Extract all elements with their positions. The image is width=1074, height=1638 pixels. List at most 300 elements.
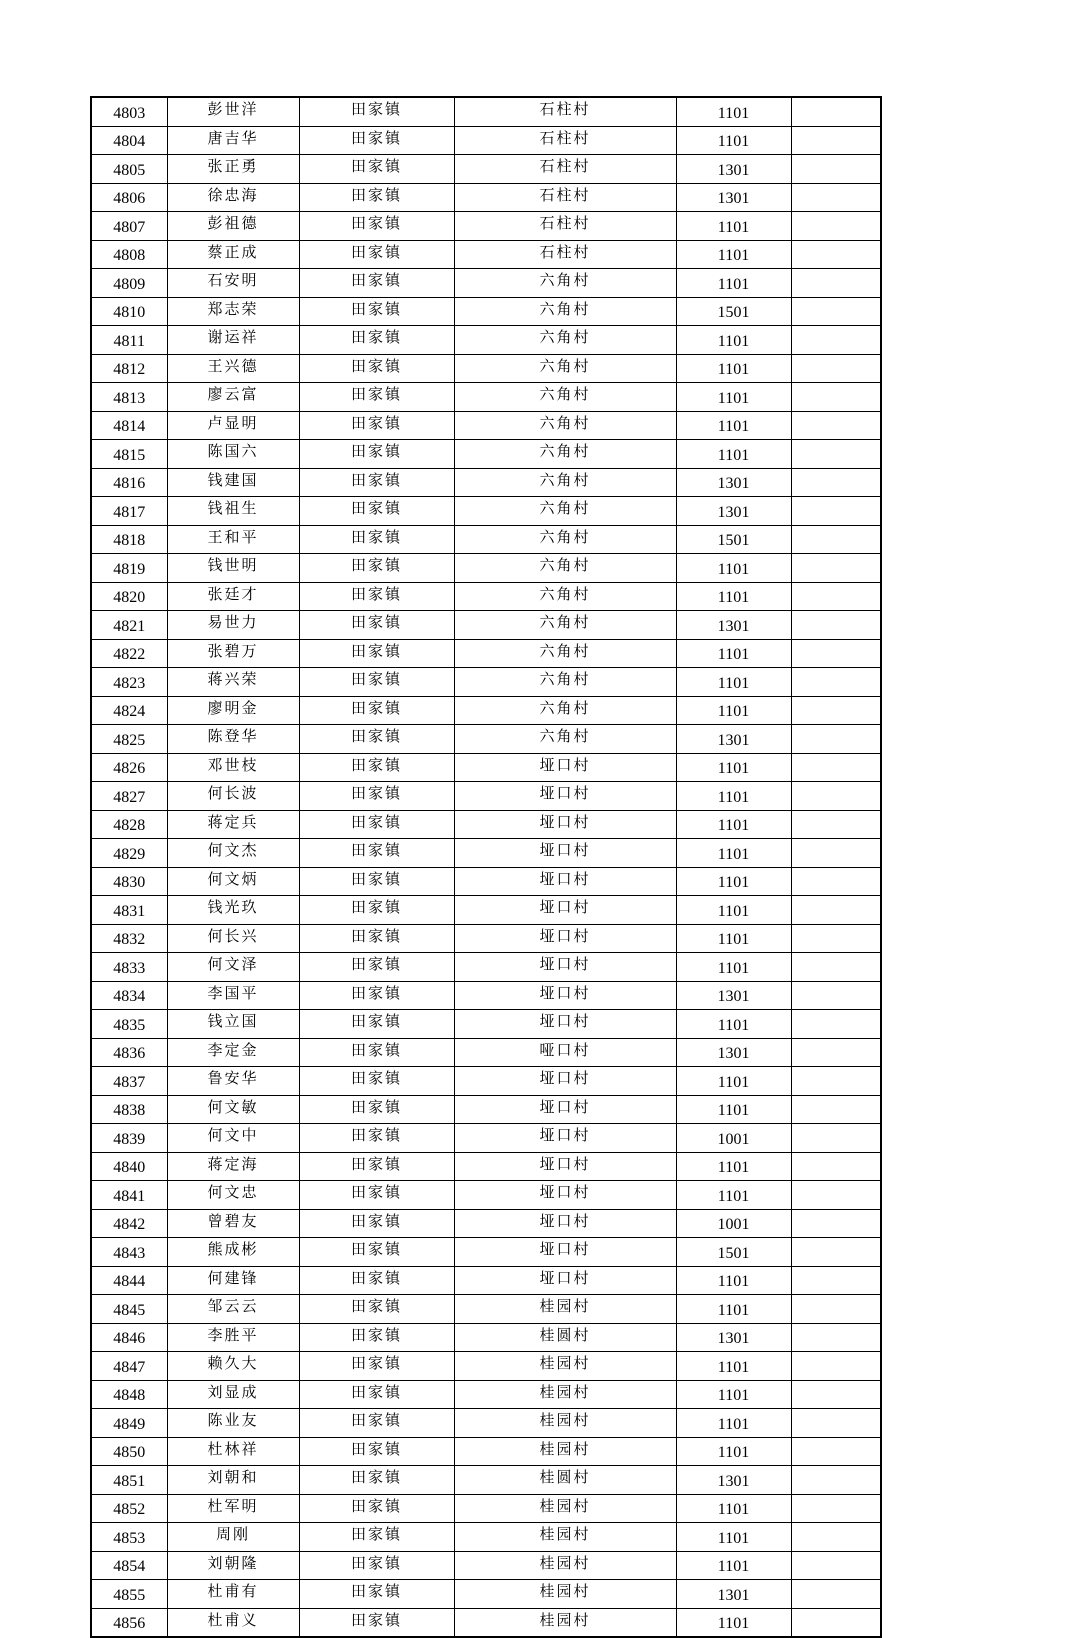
code-cell: 1101 [676, 953, 791, 982]
name-cell: 鲁安华 [167, 1067, 299, 1096]
code-cell: 1101 [676, 1095, 791, 1124]
table-row [91, 1380, 881, 1409]
code-cell: 1501 [676, 525, 791, 554]
village-cell: 桂园村 [454, 1494, 676, 1523]
note-cell [791, 468, 881, 497]
town-cell: 田家镇 [299, 725, 454, 754]
table-row [91, 240, 881, 269]
name-cell: 易世力 [167, 611, 299, 640]
code-cell: 1101 [676, 696, 791, 725]
table-row [91, 1323, 881, 1352]
town-cell: 田家镇 [299, 639, 454, 668]
note-cell [791, 354, 881, 383]
village-cell: 石柱村 [454, 126, 676, 155]
table-row [91, 1295, 881, 1324]
row-number-cell: 4849 [91, 1409, 167, 1438]
code-cell: 1101 [676, 554, 791, 583]
name-cell: 郑志荣 [167, 297, 299, 326]
code-cell: 1301 [676, 497, 791, 526]
name-cell: 钱世明 [167, 554, 299, 583]
town-cell: 田家镇 [299, 1152, 454, 1181]
name-cell: 钱建国 [167, 468, 299, 497]
town-cell: 田家镇 [299, 696, 454, 725]
village-cell: 六角村 [454, 525, 676, 554]
code-cell: 1501 [676, 1238, 791, 1267]
town-cell: 田家镇 [299, 1466, 454, 1495]
village-cell: 垭口村 [454, 896, 676, 925]
table-row [91, 782, 881, 811]
village-cell: 垭口村 [454, 1181, 676, 1210]
village-cell: 桂园村 [454, 1437, 676, 1466]
table-row [91, 269, 881, 298]
table-row [91, 1266, 881, 1295]
name-cell: 廖明金 [167, 696, 299, 725]
row-number-cell: 4831 [91, 896, 167, 925]
row-number-cell: 4828 [91, 810, 167, 839]
note-cell [791, 1523, 881, 1552]
code-cell: 1101 [676, 753, 791, 782]
code-cell: 1101 [676, 1551, 791, 1580]
name-cell: 何文炳 [167, 867, 299, 896]
town-cell: 田家镇 [299, 1323, 454, 1352]
code-cell: 1101 [676, 97, 791, 126]
note-cell [791, 1181, 881, 1210]
row-number-cell: 4825 [91, 725, 167, 754]
table-row [91, 896, 881, 925]
row-number-cell: 4853 [91, 1523, 167, 1552]
name-cell: 彭世洋 [167, 97, 299, 126]
village-cell: 垭口村 [454, 924, 676, 953]
note-cell [791, 1038, 881, 1067]
row-number-cell: 4842 [91, 1209, 167, 1238]
town-cell: 田家镇 [299, 212, 454, 241]
note-cell [791, 269, 881, 298]
note-cell [791, 1152, 881, 1181]
table-row [91, 839, 881, 868]
town-cell: 田家镇 [299, 1181, 454, 1210]
town-cell: 田家镇 [299, 582, 454, 611]
row-number-cell: 4806 [91, 183, 167, 212]
code-cell: 1101 [676, 839, 791, 868]
code-cell: 1101 [676, 440, 791, 469]
note-cell [791, 896, 881, 925]
table-row [91, 1608, 881, 1637]
row-number-cell: 4854 [91, 1551, 167, 1580]
row-number-cell: 4843 [91, 1238, 167, 1267]
village-cell: 六角村 [454, 668, 676, 697]
row-number-cell: 4804 [91, 126, 167, 155]
row-number-cell: 4834 [91, 981, 167, 1010]
row-number-cell: 4856 [91, 1608, 167, 1637]
table-row [91, 212, 881, 241]
note-cell [791, 155, 881, 184]
name-cell: 杜林祥 [167, 1437, 299, 1466]
name-cell: 曾碧友 [167, 1209, 299, 1238]
table-row [91, 1038, 881, 1067]
code-cell: 1101 [676, 1010, 791, 1039]
village-cell: 桂园村 [454, 1608, 676, 1637]
note-cell [791, 1209, 881, 1238]
note-cell [791, 753, 881, 782]
town-cell: 田家镇 [299, 1608, 454, 1637]
note-cell [791, 1352, 881, 1381]
name-cell: 王和平 [167, 525, 299, 554]
note-cell [791, 725, 881, 754]
code-cell: 1101 [676, 1608, 791, 1637]
note-cell [791, 1580, 881, 1609]
town-cell: 田家镇 [299, 240, 454, 269]
table-row [91, 1181, 881, 1210]
code-cell: 1301 [676, 611, 791, 640]
row-number-cell: 4803 [91, 97, 167, 126]
town-cell: 田家镇 [299, 554, 454, 583]
name-cell: 刘朝隆 [167, 1551, 299, 1580]
row-number-cell: 4837 [91, 1067, 167, 1096]
table-row [91, 1551, 881, 1580]
town-cell: 田家镇 [299, 1124, 454, 1153]
town-cell: 田家镇 [299, 354, 454, 383]
village-cell: 石柱村 [454, 97, 676, 126]
village-cell: 石柱村 [454, 212, 676, 241]
note-cell [791, 1295, 881, 1324]
code-cell: 1101 [676, 582, 791, 611]
village-cell: 六角村 [454, 440, 676, 469]
village-cell: 垭口村 [454, 867, 676, 896]
table-row [91, 1437, 881, 1466]
village-cell: 六角村 [454, 269, 676, 298]
note-cell [791, 326, 881, 355]
row-number-cell: 4814 [91, 411, 167, 440]
row-number-cell: 4846 [91, 1323, 167, 1352]
code-cell: 1101 [676, 1409, 791, 1438]
note-cell [791, 126, 881, 155]
code-cell: 1101 [676, 668, 791, 697]
town-cell: 田家镇 [299, 1095, 454, 1124]
note-cell [791, 582, 881, 611]
village-cell: 石柱村 [454, 183, 676, 212]
table-row [91, 411, 881, 440]
row-number-cell: 4823 [91, 668, 167, 697]
village-cell: 垭口村 [454, 753, 676, 782]
note-cell [791, 867, 881, 896]
table-row [91, 1580, 881, 1609]
village-cell: 桂园村 [454, 1551, 676, 1580]
name-cell: 廖云富 [167, 383, 299, 412]
row-number-cell: 4822 [91, 639, 167, 668]
row-number-cell: 4810 [91, 297, 167, 326]
table-row [91, 1352, 881, 1381]
code-cell: 1101 [676, 1437, 791, 1466]
town-cell: 田家镇 [299, 782, 454, 811]
table-row [91, 183, 881, 212]
table-row [91, 924, 881, 953]
town-cell: 田家镇 [299, 97, 454, 126]
note-cell [791, 1238, 881, 1267]
table-body [91, 97, 881, 1637]
code-cell: 1101 [676, 1266, 791, 1295]
row-number-cell: 4817 [91, 497, 167, 526]
name-cell: 杜军明 [167, 1494, 299, 1523]
town-cell: 田家镇 [299, 1067, 454, 1096]
town-cell: 田家镇 [299, 896, 454, 925]
table-row [91, 1238, 881, 1267]
row-number-cell: 4832 [91, 924, 167, 953]
data-table [90, 96, 882, 1638]
note-cell [791, 1551, 881, 1580]
village-cell: 垭口村 [454, 810, 676, 839]
table-row [91, 525, 881, 554]
note-cell [791, 696, 881, 725]
town-cell: 田家镇 [299, 1580, 454, 1609]
village-cell: 六角村 [454, 354, 676, 383]
name-cell: 张正勇 [167, 155, 299, 184]
note-cell [791, 525, 881, 554]
code-cell: 1001 [676, 1209, 791, 1238]
name-cell: 陈国六 [167, 440, 299, 469]
table-row [91, 582, 881, 611]
town-cell: 田家镇 [299, 383, 454, 412]
name-cell: 李国平 [167, 981, 299, 1010]
name-cell: 刘朝和 [167, 1466, 299, 1495]
row-number-cell: 4820 [91, 582, 167, 611]
note-cell [791, 611, 881, 640]
table-row [91, 1095, 881, 1124]
table-row [91, 753, 881, 782]
table-row [91, 126, 881, 155]
name-cell: 何文忠 [167, 1181, 299, 1210]
table-row [91, 810, 881, 839]
code-cell: 1101 [676, 1067, 791, 1096]
row-number-cell: 4829 [91, 839, 167, 868]
table-row [91, 1523, 881, 1552]
village-cell: 桂园村 [454, 1380, 676, 1409]
row-number-cell: 4833 [91, 953, 167, 982]
name-cell: 何文敏 [167, 1095, 299, 1124]
name-cell: 钱祖生 [167, 497, 299, 526]
town-cell: 田家镇 [299, 497, 454, 526]
code-cell: 1101 [676, 1380, 791, 1409]
name-cell: 何文中 [167, 1124, 299, 1153]
name-cell: 陈登华 [167, 725, 299, 754]
note-cell [791, 240, 881, 269]
town-cell: 田家镇 [299, 126, 454, 155]
town-cell: 田家镇 [299, 1494, 454, 1523]
village-cell: 垭口村 [454, 1010, 676, 1039]
note-cell [791, 1323, 881, 1352]
table-row [91, 1067, 881, 1096]
row-number-cell: 4805 [91, 155, 167, 184]
name-cell: 何建锋 [167, 1266, 299, 1295]
note-cell [791, 782, 881, 811]
village-cell: 垭口村 [454, 981, 676, 1010]
note-cell [791, 1608, 881, 1637]
name-cell: 邓世枝 [167, 753, 299, 782]
row-number-cell: 4819 [91, 554, 167, 583]
village-cell: 六角村 [454, 497, 676, 526]
code-cell: 1301 [676, 468, 791, 497]
name-cell: 王兴德 [167, 354, 299, 383]
table-row [91, 497, 881, 526]
table-row [91, 383, 881, 412]
town-cell: 田家镇 [299, 810, 454, 839]
name-cell: 蒋兴荣 [167, 668, 299, 697]
name-cell: 张廷才 [167, 582, 299, 611]
table-row [91, 611, 881, 640]
village-cell: 垭口村 [454, 1266, 676, 1295]
town-cell: 田家镇 [299, 468, 454, 497]
note-cell [791, 1437, 881, 1466]
row-number-cell: 4824 [91, 696, 167, 725]
town-cell: 田家镇 [299, 525, 454, 554]
name-cell: 陈业友 [167, 1409, 299, 1438]
note-cell [791, 297, 881, 326]
village-cell: 六角村 [454, 297, 676, 326]
row-number-cell: 4821 [91, 611, 167, 640]
row-number-cell: 4818 [91, 525, 167, 554]
row-number-cell: 4835 [91, 1010, 167, 1039]
town-cell: 田家镇 [299, 981, 454, 1010]
code-cell: 1101 [676, 782, 791, 811]
code-cell: 1301 [676, 155, 791, 184]
town-cell: 田家镇 [299, 183, 454, 212]
name-cell: 钱立国 [167, 1010, 299, 1039]
name-cell: 熊成彬 [167, 1238, 299, 1267]
town-cell: 田家镇 [299, 1038, 454, 1067]
name-cell: 何文杰 [167, 839, 299, 868]
name-cell: 徐忠海 [167, 183, 299, 212]
note-cell [791, 554, 881, 583]
town-cell: 田家镇 [299, 1209, 454, 1238]
row-number-cell: 4836 [91, 1038, 167, 1067]
note-cell [791, 924, 881, 953]
village-cell: 六角村 [454, 554, 676, 583]
village-cell: 垭口村 [454, 782, 676, 811]
village-cell: 石柱村 [454, 240, 676, 269]
code-cell: 1101 [676, 326, 791, 355]
town-cell: 田家镇 [299, 440, 454, 469]
name-cell: 彭祖德 [167, 212, 299, 241]
table-row [91, 326, 881, 355]
row-number-cell: 4844 [91, 1266, 167, 1295]
code-cell: 1501 [676, 297, 791, 326]
row-number-cell: 4838 [91, 1095, 167, 1124]
note-cell [791, 411, 881, 440]
code-cell: 1301 [676, 725, 791, 754]
table-row [91, 639, 881, 668]
note-cell [791, 1266, 881, 1295]
note-cell [791, 1466, 881, 1495]
town-cell: 田家镇 [299, 1266, 454, 1295]
table-row [91, 468, 881, 497]
code-cell: 1101 [676, 240, 791, 269]
village-cell: 六角村 [454, 611, 676, 640]
name-cell: 邹云云 [167, 1295, 299, 1324]
code-cell: 1001 [676, 1124, 791, 1153]
village-cell: 垭口村 [454, 1124, 676, 1153]
code-cell: 1101 [676, 896, 791, 925]
note-cell [791, 1409, 881, 1438]
row-number-cell: 4852 [91, 1494, 167, 1523]
code-cell: 1301 [676, 1466, 791, 1495]
table-row [91, 1152, 881, 1181]
note-cell [791, 1095, 881, 1124]
town-cell: 田家镇 [299, 1409, 454, 1438]
village-cell: 桂园村 [454, 1580, 676, 1609]
code-cell: 1101 [676, 354, 791, 383]
village-cell: 六角村 [454, 468, 676, 497]
row-number-cell: 4841 [91, 1181, 167, 1210]
note-cell [791, 639, 881, 668]
village-cell: 六角村 [454, 639, 676, 668]
table-row [91, 981, 881, 1010]
note-cell [791, 1010, 881, 1039]
row-number-cell: 4808 [91, 240, 167, 269]
table-row [91, 696, 881, 725]
note-cell [791, 440, 881, 469]
table-row [91, 668, 881, 697]
code-cell: 1101 [676, 867, 791, 896]
table-row [91, 1466, 881, 1495]
table-row [91, 1124, 881, 1153]
name-cell: 杜甫义 [167, 1608, 299, 1637]
row-number-cell: 4827 [91, 782, 167, 811]
row-number-cell: 4813 [91, 383, 167, 412]
village-cell: 桂园村 [454, 1295, 676, 1324]
village-cell: 垭口村 [454, 953, 676, 982]
note-cell [791, 1124, 881, 1153]
name-cell: 杜甫有 [167, 1580, 299, 1609]
row-number-cell: 4807 [91, 212, 167, 241]
town-cell: 田家镇 [299, 326, 454, 355]
village-cell: 六角村 [454, 696, 676, 725]
village-cell: 垭口村 [454, 1209, 676, 1238]
table-row [91, 1209, 881, 1238]
village-cell: 桂园村 [454, 1352, 676, 1381]
code-cell: 1301 [676, 1580, 791, 1609]
row-number-cell: 4850 [91, 1437, 167, 1466]
town-cell: 田家镇 [299, 1295, 454, 1324]
row-number-cell: 4847 [91, 1352, 167, 1381]
row-number-cell: 4851 [91, 1466, 167, 1495]
village-cell: 垭口村 [454, 839, 676, 868]
table-row [91, 440, 881, 469]
village-cell: 垭口村 [454, 1095, 676, 1124]
village-cell: 桂圆村 [454, 1323, 676, 1352]
name-cell: 何长波 [167, 782, 299, 811]
town-cell: 田家镇 [299, 753, 454, 782]
note-cell [791, 981, 881, 1010]
code-cell: 1101 [676, 1295, 791, 1324]
code-cell: 1101 [676, 126, 791, 155]
name-cell: 周刚 [167, 1523, 299, 1552]
code-cell: 1301 [676, 183, 791, 212]
note-cell [791, 1380, 881, 1409]
code-cell: 1101 [676, 383, 791, 412]
town-cell: 田家镇 [299, 1437, 454, 1466]
note-cell [791, 383, 881, 412]
town-cell: 田家镇 [299, 953, 454, 982]
table-row [91, 1409, 881, 1438]
note-cell [791, 97, 881, 126]
table-row [91, 155, 881, 184]
code-cell: 1101 [676, 1523, 791, 1552]
name-cell: 刘显成 [167, 1380, 299, 1409]
village-cell: 六角村 [454, 411, 676, 440]
name-cell: 石安明 [167, 269, 299, 298]
table-row [91, 554, 881, 583]
row-number-cell: 4830 [91, 867, 167, 896]
code-cell: 1101 [676, 639, 791, 668]
